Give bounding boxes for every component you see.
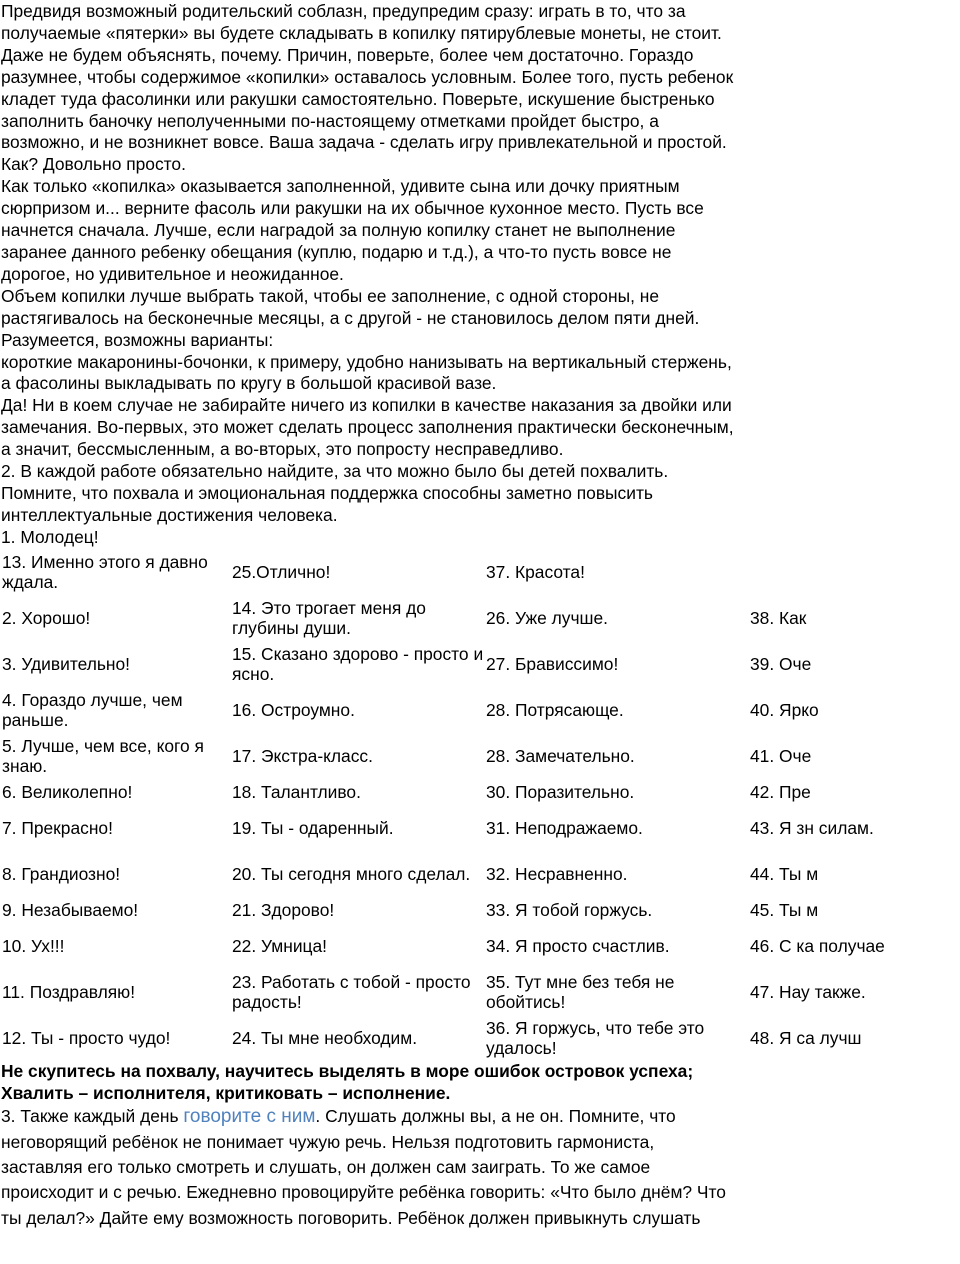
table-cell: 43. Я зн силам. [750,817,874,838]
table-row [0,733,960,779]
paragraph-line: получаемые «пятерки» вы будете складывать в копилку пятирублевые монеты, не стоит. [1,22,722,43]
table-cell: 32. Несравненно. [486,863,628,884]
table-cell: 41. Оче [750,745,812,766]
text-run: . Слушать должны вы, а не он. Помните, что [315,1106,676,1127]
paragraph-line: происходит и с речью. Ежедневно провоцируйте ребёнка говорить: «Что было днём? Что [1,1182,726,1203]
paragraph-line: возможно, и не возникнет вовсе. Ваша задача - сделать игру привлекательной и простой. [1,132,727,153]
table-row [0,687,960,733]
table-cell: 13. Именно этого я давно ждала. [2,551,208,592]
paragraph-line: заранее данного ребенку обещания (куплю, подарю и т.д.), а что-то пусть вовсе не [1,241,672,262]
table-row [0,969,960,1015]
table-cell: 20. Ты сегодня много сделал. [232,863,471,884]
bold-line: Хвалить – исполнителя, критиковать – исполнение. [1,1082,451,1103]
table-cell: 37. Красота! [486,561,585,582]
table-cell: 4. Гораздо лучше, чем раньше. [2,689,183,730]
paragraph-line: заполнить баночку неполученными по-настоящему отметками пройдет быстро, а [1,110,659,131]
table-cell: 48. Я са лучш [750,1027,862,1048]
paragraph-line: Даже не будем объяснять, почему. Причин, поверьте, более чем достаточно. Гораздо [1,44,694,65]
table-row [0,779,960,805]
paragraph-line: 1. Молодец! [1,526,99,547]
praise-phrases-table [0,549,960,1061]
highlighted-phrase: говорите с ним [183,1106,316,1128]
paragraph-line: 2. В каждой работе обязательно найдите, за что можно было бы детей похвалить. [1,461,669,482]
table-cell: 11. Поздравляю! [2,981,136,1002]
table-cell: 39. Оче [750,653,812,674]
paragraph-line: начнется сначала. Лучше, если наградой за полную копилку станет не выполнение [1,220,676,241]
table-cell: 47. Нау также. [750,981,866,1002]
table-cell: 27. Брависсимо! [486,653,619,674]
table-cell: 31. Неподражаемо. [486,817,643,838]
table-cell: 6. Великолепно! [2,781,133,802]
table-cell: 7. Прекрасно! [2,817,113,838]
paragraph-line: Как только «копилка» оказывается заполненной, удивите сына или дочку приятным [1,176,680,197]
table-cell: 12. Ты - просто чудо! [2,1027,171,1048]
paragraph-line: Как? Довольно просто. [1,154,186,175]
table-cell: 28. Потрясающе. [486,699,624,720]
paragraph-line: а фасолины выкладывать по кругу в большой красивой вазе. [1,373,497,394]
table-row [0,595,960,641]
table-cell: 17. Экстра-класс. [232,745,373,766]
paragraph-line: замечания. Во-первых, это может сделать процесс заполнения практически бесконечным, [1,417,734,438]
table-cell: 44. Ты м [750,863,819,884]
table-cell: 16. Остроумно. [232,699,355,720]
table-cell: 28. Замечательно. [486,745,635,766]
paragraph-line: заставляя его только смотреть и слушать, он должен сам заиграть. То же самое [1,1157,651,1178]
paragraph-line [0,1104,816,1129]
table-cell: 33. Я тобой горжусь. [486,899,653,920]
table-cell: 14. Это трогает меня до глубины души. [232,597,426,638]
paragraph-line: Разумеется, возможны варианты: [1,329,274,350]
table-cell: 23. Работать с тобой - просто радость! [232,971,471,1012]
paragraph-line: Помните, что похвала и эмоциональная поддержка способны заметно повысить [1,482,653,503]
paragraph-line: Да! Ни в коем случае не забирайте ничего из копилки в качестве наказания за двойки или [1,395,732,416]
table-cell: 10. Ух!!! [2,935,65,956]
table-row [0,549,960,595]
paragraph-line: кладет туда фасолинки или ракушки самостоятельно. Поверьте, искушение быстренько [1,88,715,109]
paragraph-line: ты делал?» Дайте ему возможность поговорить. Ребёнок должен привыкнуть слушать [1,1207,701,1228]
table-cell: 3. Удивительно! [2,653,131,674]
table-row [0,641,960,687]
paragraph-line: дорогое, но удивительное и неожиданное. [1,263,344,284]
table-cell: 35. Тут мне без тебя не обойтись! [486,971,675,1012]
table-cell: 36. Я горжусь, что тебе это удалось! [486,1017,705,1058]
table-cell: 45. Ты м [750,899,819,920]
table-cell: 8. Грандиозно! [2,863,121,884]
paragraph-line: интеллектуальные достижения человека. [1,504,338,525]
table-cell: 40. Ярко [750,699,819,720]
paragraph-line: Предвидя возможный родительский соблазн, предупредим сразу: играть в то, что за [1,1,686,21]
table-cell: 30. Поразительно. [486,781,635,802]
table-cell: 19. Ты - одаренный. [232,817,394,838]
table-cell: 24. Ты мне необходим. [232,1027,418,1048]
intro-text [0,0,816,549]
bold-advice [0,1061,816,1105]
paragraph-line: разумнее, чтобы содержимое «копилки» оставалось условным. Более того, пусть ребенок [1,66,734,87]
table-cell: 15. Сказано здорово - просто и ясно. [232,643,484,684]
text-run: 3. Также каждый день [1,1106,184,1127]
paragraph-line: сюрпризом и... верните фасоль или ракушки на их обычное кухонное место. Пусть все [1,198,704,219]
table-cell: 2. Хорошо! [2,607,91,628]
table-cell: 38. Как [750,607,807,628]
table-cell: 34. Я просто счастлив. [486,935,670,956]
table-row [0,1015,960,1061]
table-cell: 9. Незабываемо! [2,899,139,920]
paragraph-line: а значит, бессмысленным, а во-вторых, это попросту несправедливо. [1,439,564,460]
table-cell: 42. Пре [750,781,811,802]
table-row [0,851,960,897]
table-cell: 25.Отлично! [232,561,331,582]
table-cell: 21. Здорово! [232,899,335,920]
table-cell [748,549,960,595]
table-cell: 22. Умница! [232,935,328,956]
table-row [0,897,960,923]
table-cell: 18. Талантливо. [232,781,361,802]
table-cell: 5. Лучше, чем все, кого я знаю. [2,735,204,776]
paragraph-line: растягивалось на бесконечные месяцы, а с другой - не становилось делом пяти дней. [1,307,700,328]
table-row [0,805,960,851]
bold-line: Не скупитесь на похвалу, научитесь выделять в море ошибок островок успеха; [1,1060,694,1081]
paragraph-line: Объем копилки лучше выбрать такой, чтобы ее заполнение, с одной стороны, не [1,285,660,306]
closing-text [0,1104,816,1230]
table-cell: 26. Уже лучше. [486,607,608,628]
paragraph-line: неговорящий ребёнок не понимает чужую речь. Нельзя подготовить гармониста, [1,1131,655,1152]
table-row [0,923,960,969]
table-cell: 46. С ка получае [750,935,885,956]
paragraph-line: короткие макаронины-бочонки, к примеру, удобно нанизывать на вертикальный стержень, [1,351,732,372]
